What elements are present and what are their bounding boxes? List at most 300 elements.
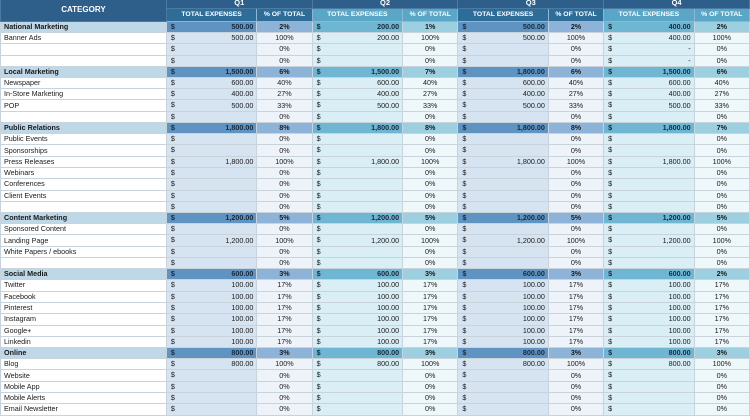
q2-amount-cell[interactable] [312,291,402,302]
q4-pct-cell[interactable]: 0% [694,190,749,201]
q1-amount-cell[interactable] [166,291,256,302]
q3-pct-cell[interactable]: 0% [548,111,603,122]
q2-pct-cell[interactable]: 0% [403,179,458,190]
q2-pct-cell[interactable]: 27% [403,89,458,100]
q3-pct-cell[interactable]: 17% [548,314,603,325]
q1-amount-cell[interactable] [166,22,256,33]
q1-amount-cell[interactable] [166,325,256,336]
q1-pct-cell[interactable]: 0% [257,167,312,178]
q1-amount-cell[interactable] [166,156,256,167]
q2-pct-cell[interactable]: 1% [403,22,458,33]
category-cell[interactable]: Banner Ads [1,33,167,44]
q4-amount-cell[interactable] [604,145,694,156]
q4-pct-cell[interactable]: 17% [694,336,749,347]
category-cell[interactable]: Mobile App [1,381,167,392]
q4-amount-cell[interactable] [604,258,694,269]
group-label-cell[interactable]: Online [1,348,167,359]
q3-pct-cell[interactable]: 0% [548,224,603,235]
q4-amount-cell[interactable] [604,55,694,66]
q2-amount-cell[interactable] [312,258,402,269]
q2-amount-cell[interactable] [312,33,402,44]
q4-pct-cell[interactable]: 2% [694,269,749,280]
category-cell[interactable]: Google+ [1,325,167,336]
q1-amount-cell[interactable] [166,134,256,145]
q3-pct-cell[interactable]: 100% [548,156,603,167]
q2-pct-cell[interactable]: 0% [403,190,458,201]
q2-amount-cell[interactable] [312,190,402,201]
q1-amount-cell[interactable] [166,258,256,269]
q2-amount-cell[interactable] [312,77,402,88]
q3-pct-cell[interactable]: 0% [548,167,603,178]
q3-amount-cell[interactable] [458,370,548,381]
quarter-header-q2[interactable]: Q2 [312,0,458,9]
q4-pct-cell[interactable]: 0% [694,393,749,404]
q4-amount-cell[interactable] [604,370,694,381]
q2-amount-cell[interactable] [312,156,402,167]
category-cell[interactable]: Blog [1,359,167,370]
q2-amount-cell[interactable] [312,280,402,291]
q1-amount-cell[interactable] [166,89,256,100]
q3-amount-cell[interactable] [458,314,548,325]
q3-amount-cell[interactable] [458,224,548,235]
q1-pct-cell[interactable]: 0% [257,134,312,145]
category-cell[interactable]: In-Store Marketing [1,89,167,100]
q2-amount-cell[interactable] [312,22,402,33]
q4-pct-cell[interactable]: 0% [694,381,749,392]
q3-amount-cell[interactable] [458,179,548,190]
q4-amount-cell[interactable] [604,100,694,111]
q3-pct-cell[interactable]: 0% [548,201,603,212]
q4-pct-cell[interactable]: 5% [694,213,749,224]
q4-amount-cell[interactable] [604,246,694,257]
q1-pct-cell[interactable]: 0% [257,111,312,122]
q2-pct-header[interactable]: % OF TOTAL [403,9,458,22]
q3-amount-cell[interactable] [458,393,548,404]
q2-amount-cell[interactable] [312,145,402,156]
q3-amount-cell[interactable] [458,302,548,313]
group-label-cell[interactable]: Social Media [1,269,167,280]
q4-pct-cell[interactable]: 0% [694,224,749,235]
q1-amount-cell[interactable] [166,269,256,280]
q2-amount-cell[interactable] [312,314,402,325]
q4-amount-cell[interactable] [604,167,694,178]
q4-amount-cell[interactable] [604,348,694,359]
q4-amount-cell[interactable] [604,280,694,291]
q3-pct-cell[interactable]: 0% [548,246,603,257]
q4-amount-cell[interactable] [604,235,694,246]
q3-amount-cell[interactable] [458,167,548,178]
q2-pct-cell[interactable]: 100% [403,235,458,246]
q2-pct-cell[interactable]: 7% [403,66,458,77]
q2-amount-cell[interactable] [312,213,402,224]
q3-pct-cell[interactable]: 17% [548,291,603,302]
q1-pct-cell[interactable]: 0% [257,55,312,66]
q2-pct-cell[interactable]: 17% [403,336,458,347]
q3-amount-cell[interactable] [458,111,548,122]
q1-amount-cell[interactable] [166,404,256,415]
q4-amount-cell[interactable] [604,213,694,224]
q1-amount-cell[interactable] [166,213,256,224]
category-cell[interactable]: Webinars [1,167,167,178]
category-header[interactable]: CATEGORY [1,0,167,22]
q2-amount-cell[interactable] [312,123,402,134]
category-cell[interactable]: Facebook [1,291,167,302]
q4-pct-cell[interactable]: 27% [694,89,749,100]
q4-amount-cell[interactable] [604,359,694,370]
q4-pct-cell[interactable]: 6% [694,66,749,77]
q1-pct-cell[interactable]: 17% [257,280,312,291]
q2-amount-cell[interactable] [312,134,402,145]
q3-total-expenses-header[interactable]: TOTAL EXPENSES [458,9,548,22]
q1-pct-cell[interactable]: 27% [257,89,312,100]
category-cell[interactable]: Sponsored Content [1,224,167,235]
q4-pct-cell[interactable]: 0% [694,258,749,269]
q3-amount-cell[interactable] [458,190,548,201]
q4-pct-cell[interactable]: 0% [694,55,749,66]
q4-amount-cell[interactable] [604,179,694,190]
q2-pct-cell[interactable]: 17% [403,325,458,336]
q2-amount-cell[interactable] [312,359,402,370]
q3-pct-header[interactable]: % OF TOTAL [548,9,603,22]
q3-pct-cell[interactable]: 0% [548,190,603,201]
q4-total-expenses-header[interactable]: TOTAL EXPENSES [604,9,694,22]
q4-amount-cell[interactable] [604,111,694,122]
q1-pct-cell[interactable]: 0% [257,44,312,55]
q1-pct-cell[interactable]: 3% [257,348,312,359]
q1-amount-cell[interactable] [166,190,256,201]
q3-pct-cell[interactable]: 6% [548,66,603,77]
q4-amount-cell[interactable] [604,66,694,77]
q4-pct-cell[interactable]: 17% [694,325,749,336]
q3-amount-cell[interactable] [458,77,548,88]
q1-pct-cell[interactable]: 8% [257,123,312,134]
q2-pct-cell[interactable]: 0% [403,393,458,404]
category-cell[interactable]: Website [1,370,167,381]
q1-amount-cell[interactable] [166,111,256,122]
q1-amount-cell[interactable] [166,381,256,392]
category-cell[interactable]: Newspaper [1,77,167,88]
q1-amount-cell[interactable] [166,201,256,212]
q4-pct-cell[interactable]: 7% [694,123,749,134]
q4-pct-cell[interactable]: 100% [694,359,749,370]
q3-pct-cell[interactable]: 3% [548,348,603,359]
category-cell[interactable] [1,258,167,269]
category-cell[interactable] [1,55,167,66]
q2-pct-cell[interactable]: 0% [403,44,458,55]
q1-amount-cell[interactable] [166,123,256,134]
category-cell[interactable]: Mobile Alerts [1,393,167,404]
q3-pct-cell[interactable]: 2% [548,22,603,33]
group-label-cell[interactable]: Local Marketing [1,66,167,77]
q1-amount-cell[interactable] [166,393,256,404]
q2-amount-cell[interactable] [312,44,402,55]
q1-pct-cell[interactable]: 17% [257,291,312,302]
q4-amount-cell[interactable] [604,291,694,302]
q2-amount-cell[interactable] [312,201,402,212]
q2-pct-cell[interactable]: 17% [403,291,458,302]
q1-total-expenses-header[interactable]: TOTAL EXPENSES [166,9,256,22]
q4-amount-cell[interactable] [604,44,694,55]
q3-amount-cell[interactable] [458,213,548,224]
q1-pct-cell[interactable]: 0% [257,179,312,190]
q3-pct-cell[interactable]: 0% [548,393,603,404]
q4-pct-cell[interactable]: 17% [694,314,749,325]
group-label-cell[interactable]: Public Relations [1,123,167,134]
q4-pct-cell[interactable]: 100% [694,235,749,246]
q1-amount-cell[interactable] [166,370,256,381]
q4-pct-cell[interactable]: 17% [694,291,749,302]
q3-amount-cell[interactable] [458,336,548,347]
q2-amount-cell[interactable] [312,348,402,359]
q3-pct-cell[interactable]: 27% [548,89,603,100]
q1-pct-cell[interactable]: 6% [257,66,312,77]
q4-amount-cell[interactable] [604,224,694,235]
category-cell[interactable]: Pinterest [1,302,167,313]
q1-pct-cell[interactable]: 40% [257,77,312,88]
q4-pct-cell[interactable]: 17% [694,280,749,291]
q1-amount-cell[interactable] [166,44,256,55]
q1-amount-cell[interactable] [166,235,256,246]
q4-amount-cell[interactable] [604,381,694,392]
category-cell[interactable] [1,44,167,55]
q2-pct-cell[interactable]: 8% [403,123,458,134]
q1-amount-cell[interactable] [166,145,256,156]
category-cell[interactable]: POP [1,100,167,111]
q3-pct-cell[interactable]: 0% [548,179,603,190]
q2-pct-cell[interactable]: 0% [403,145,458,156]
q3-pct-cell[interactable]: 40% [548,77,603,88]
q3-pct-cell[interactable]: 100% [548,235,603,246]
q3-pct-cell[interactable]: 0% [548,145,603,156]
category-cell[interactable] [1,111,167,122]
category-cell[interactable]: Instagram [1,314,167,325]
q2-amount-cell[interactable] [312,167,402,178]
q4-pct-cell[interactable]: 0% [694,201,749,212]
quarter-header-q3[interactable]: Q3 [458,0,604,9]
q4-pct-cell[interactable]: 0% [694,246,749,257]
q2-pct-cell[interactable]: 100% [403,33,458,44]
q4-amount-cell[interactable] [604,269,694,280]
q3-amount-cell[interactable] [458,22,548,33]
category-cell[interactable]: Press Releases [1,156,167,167]
q1-amount-cell[interactable] [166,66,256,77]
category-cell[interactable]: Sponsorships [1,145,167,156]
q2-pct-cell[interactable]: 100% [403,359,458,370]
q2-amount-cell[interactable] [312,404,402,415]
q1-amount-cell[interactable] [166,336,256,347]
q1-amount-cell[interactable] [166,302,256,313]
q1-pct-cell[interactable]: 0% [257,258,312,269]
q4-pct-cell[interactable]: 3% [694,348,749,359]
q4-pct-cell[interactable]: 33% [694,100,749,111]
q4-pct-cell[interactable]: 100% [694,156,749,167]
q4-amount-cell[interactable] [604,156,694,167]
q3-pct-cell[interactable]: 3% [548,269,603,280]
q4-amount-cell[interactable] [604,190,694,201]
q2-pct-cell[interactable]: 0% [403,370,458,381]
q2-pct-cell[interactable]: 17% [403,280,458,291]
q2-pct-cell[interactable]: 0% [403,258,458,269]
q3-pct-cell[interactable]: 17% [548,336,603,347]
q3-amount-cell[interactable] [458,33,548,44]
q2-pct-cell[interactable]: 0% [403,111,458,122]
q2-amount-cell[interactable] [312,302,402,313]
category-cell[interactable]: White Papers / ebooks [1,246,167,257]
q2-amount-cell[interactable] [312,89,402,100]
q2-pct-cell[interactable]: 0% [403,134,458,145]
q2-pct-cell[interactable]: 0% [403,167,458,178]
q4-pct-cell[interactable]: 0% [694,44,749,55]
q4-pct-header[interactable]: % OF TOTAL [694,9,749,22]
q2-pct-cell[interactable]: 0% [403,381,458,392]
q3-pct-cell[interactable]: 0% [548,258,603,269]
q2-pct-cell[interactable]: 0% [403,201,458,212]
q4-amount-cell[interactable] [604,325,694,336]
q1-pct-cell[interactable]: 17% [257,325,312,336]
q1-pct-cell[interactable]: 0% [257,201,312,212]
q3-pct-cell[interactable]: 17% [548,325,603,336]
q4-amount-cell[interactable] [604,77,694,88]
q4-amount-cell[interactable] [604,22,694,33]
q3-amount-cell[interactable] [458,55,548,66]
q1-pct-cell[interactable]: 0% [257,224,312,235]
q4-amount-cell[interactable] [604,134,694,145]
q3-pct-cell[interactable]: 0% [548,55,603,66]
q2-amount-cell[interactable] [312,235,402,246]
q1-pct-cell[interactable]: 100% [257,235,312,246]
q1-pct-header[interactable]: % OF TOTAL [257,9,312,22]
q1-pct-cell[interactable]: 3% [257,269,312,280]
q2-amount-cell[interactable] [312,269,402,280]
q1-pct-cell[interactable]: 0% [257,190,312,201]
q1-pct-cell[interactable]: 0% [257,393,312,404]
q1-amount-cell[interactable] [166,167,256,178]
q2-pct-cell[interactable]: 0% [403,404,458,415]
q1-amount-cell[interactable] [166,33,256,44]
q2-pct-cell[interactable]: 100% [403,156,458,167]
q3-amount-cell[interactable] [458,235,548,246]
q3-amount-cell[interactable] [458,258,548,269]
q1-pct-cell[interactable]: 0% [257,145,312,156]
q2-pct-cell[interactable]: 3% [403,348,458,359]
q3-amount-cell[interactable] [458,201,548,212]
q3-amount-cell[interactable] [458,145,548,156]
q3-amount-cell[interactable] [458,359,548,370]
q4-pct-cell[interactable]: 17% [694,302,749,313]
q3-pct-cell[interactable]: 17% [548,280,603,291]
q4-pct-cell[interactable]: 0% [694,145,749,156]
q3-pct-cell[interactable]: 0% [548,44,603,55]
q2-amount-cell[interactable] [312,336,402,347]
q1-amount-cell[interactable] [166,314,256,325]
group-label-cell[interactable]: National Marketing [1,22,167,33]
q3-amount-cell[interactable] [458,89,548,100]
q1-pct-cell[interactable]: 17% [257,302,312,313]
q3-amount-cell[interactable] [458,280,548,291]
q3-amount-cell[interactable] [458,246,548,257]
q1-amount-cell[interactable] [166,280,256,291]
q2-amount-cell[interactable] [312,66,402,77]
category-cell[interactable]: Email Newsletter [1,404,167,415]
q1-amount-cell[interactable] [166,55,256,66]
category-cell[interactable]: Landing Page [1,235,167,246]
q4-amount-cell[interactable] [604,123,694,134]
q3-pct-cell[interactable]: 100% [548,359,603,370]
q4-pct-cell[interactable]: 0% [694,370,749,381]
q3-amount-cell[interactable] [458,269,548,280]
q4-pct-cell[interactable]: 40% [694,77,749,88]
q2-pct-cell[interactable]: 17% [403,314,458,325]
q3-amount-cell[interactable] [458,44,548,55]
q3-pct-cell[interactable]: 8% [548,123,603,134]
category-cell[interactable]: Twitter [1,280,167,291]
category-cell[interactable]: Linkedin [1,336,167,347]
q1-pct-cell[interactable]: 2% [257,22,312,33]
q3-pct-cell[interactable]: 0% [548,381,603,392]
q1-pct-cell[interactable]: 0% [257,370,312,381]
q4-pct-cell[interactable]: 0% [694,134,749,145]
q3-pct-cell[interactable]: 0% [548,134,603,145]
q1-pct-cell[interactable]: 33% [257,100,312,111]
category-cell[interactable] [1,201,167,212]
q3-amount-cell[interactable] [458,100,548,111]
q2-pct-cell[interactable]: 17% [403,302,458,313]
category-cell[interactable]: Client Events [1,190,167,201]
q4-amount-cell[interactable] [604,201,694,212]
q1-amount-cell[interactable] [166,359,256,370]
q2-amount-cell[interactable] [312,179,402,190]
q2-amount-cell[interactable] [312,55,402,66]
q3-amount-cell[interactable] [458,381,548,392]
q1-pct-cell[interactable]: 17% [257,314,312,325]
q2-pct-cell[interactable]: 3% [403,269,458,280]
q2-amount-cell[interactable] [312,224,402,235]
q1-pct-cell[interactable]: 100% [257,33,312,44]
q3-amount-cell[interactable] [458,134,548,145]
q2-amount-cell[interactable] [312,370,402,381]
q4-amount-cell[interactable] [604,89,694,100]
q3-amount-cell[interactable] [458,66,548,77]
q3-amount-cell[interactable] [458,404,548,415]
q4-amount-cell[interactable] [604,302,694,313]
q4-amount-cell[interactable] [604,314,694,325]
quarter-header-q1[interactable]: Q1 [166,0,312,9]
q4-pct-cell[interactable]: 0% [694,167,749,178]
q2-total-expenses-header[interactable]: TOTAL EXPENSES [312,9,402,22]
q3-pct-cell[interactable]: 0% [548,404,603,415]
q4-pct-cell[interactable]: 0% [694,179,749,190]
q4-pct-cell[interactable]: 0% [694,404,749,415]
q1-pct-cell[interactable]: 0% [257,404,312,415]
q2-amount-cell[interactable] [312,381,402,392]
q1-pct-cell[interactable]: 0% [257,381,312,392]
q1-amount-cell[interactable] [166,246,256,257]
q2-pct-cell[interactable]: 0% [403,55,458,66]
q1-amount-cell[interactable] [166,179,256,190]
q4-pct-cell[interactable]: 0% [694,111,749,122]
q4-amount-cell[interactable] [604,404,694,415]
q3-pct-cell[interactable]: 17% [548,302,603,313]
q3-amount-cell[interactable] [458,156,548,167]
q2-pct-cell[interactable]: 33% [403,100,458,111]
q3-amount-cell[interactable] [458,325,548,336]
q2-pct-cell[interactable]: 5% [403,213,458,224]
q4-amount-cell[interactable] [604,33,694,44]
q3-amount-cell[interactable] [458,291,548,302]
category-cell[interactable]: Conferences [1,179,167,190]
q1-amount-cell[interactable] [166,348,256,359]
q3-amount-cell[interactable] [458,348,548,359]
